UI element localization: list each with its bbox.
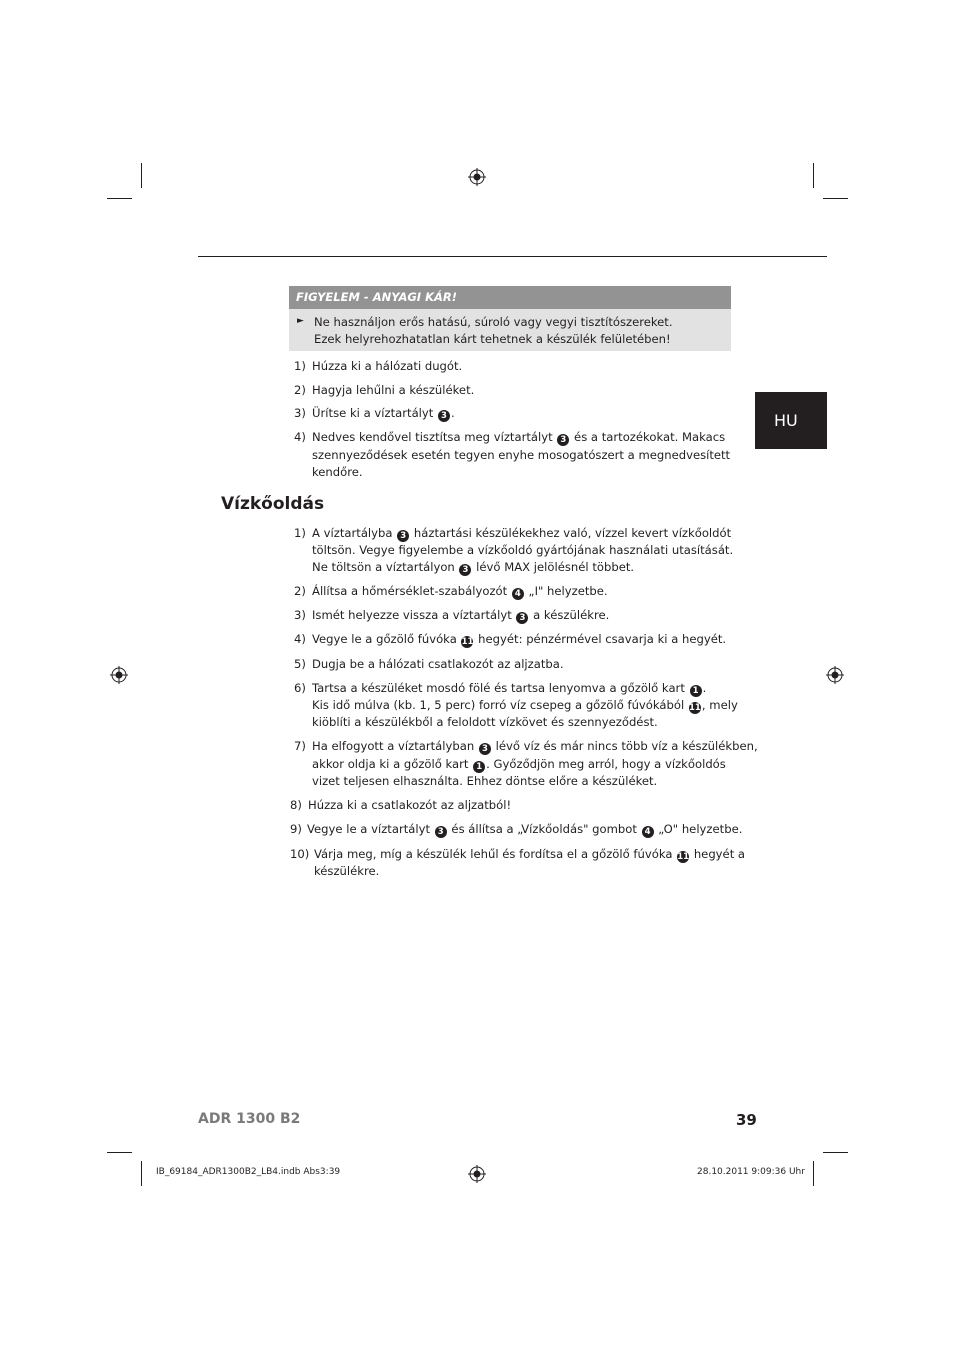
step-number: 2) xyxy=(294,584,306,598)
reference-number-icon: 4 xyxy=(512,588,524,600)
warning-title: FIGYELEM - ANYAGI KÁR! xyxy=(296,290,457,304)
step-number: 1) xyxy=(294,526,306,540)
step-number: 1) xyxy=(294,359,306,373)
registration-mark-icon xyxy=(826,666,844,684)
step-text: szennyeződések esetén tegyen enyhe mosogatószert a megnedvesített xyxy=(312,448,731,462)
step-text: akkor oldja ki a gőzölő kart 1 . Győződjön meg arról, hogy a vízkőoldós xyxy=(312,757,726,772)
reference-number-icon: 3 xyxy=(397,530,409,542)
step-number: 6) xyxy=(294,681,306,695)
reference-number-icon: 3 xyxy=(479,743,491,755)
step-text: Kis idő múlva (kb. 1, 5 perc) forró víz csepeg a gőzölő fúvókából 11, mely xyxy=(312,698,738,713)
crop-mark xyxy=(813,1161,814,1186)
step-text: kendőre. xyxy=(312,465,363,479)
warning-body xyxy=(289,309,731,351)
registration-mark-icon xyxy=(110,666,128,684)
reference-number-icon: 1 xyxy=(473,761,485,773)
crop-mark xyxy=(823,1152,848,1153)
step-text: vizet teljesen elhasználta. Ehhez döntse előre a készüléket. xyxy=(312,774,658,788)
step-text: töltsön. Vegye figyelembe a vízkőoldó gyártójának használati utasítását. xyxy=(312,543,734,557)
step-text: Ürítse ki a víztartályt 3 . xyxy=(312,406,455,421)
print-slug-left: IB_69184_ADR1300B2_LB4.indb Abs3:39 xyxy=(156,1167,341,1177)
step-text: Ne töltsön a víztartályon 3 lévő MAX jelölésnél többet. xyxy=(312,560,635,575)
bullet-arrow-icon: ► xyxy=(297,316,304,326)
section-title: Vízkőoldás xyxy=(221,494,325,514)
step-text: kiöblíti a készülékből a feloldott vízkövet és szennyeződést. xyxy=(312,715,658,729)
step-number: 7) xyxy=(294,739,306,753)
step-number: 8) xyxy=(290,798,302,812)
step-number: 9) xyxy=(290,822,302,836)
crop-mark xyxy=(813,163,814,188)
step-text: A víztartályba 3 háztartási készülékekhez való, vízzel kevert vízkőoldót xyxy=(312,526,732,541)
step-text: Állítsa a hőmérséklet-szabályozót 4 „I" helyzetbe. xyxy=(312,584,608,599)
language-tab xyxy=(755,392,827,449)
reference-number-icon: 3 xyxy=(516,612,528,624)
warning-text-line: Ezek helyrehozhatatlan kárt tehetnek a készülék felületében! xyxy=(314,332,671,346)
step-number: 2) xyxy=(294,383,306,397)
warning-header xyxy=(289,286,731,309)
reference-number-icon: 3 xyxy=(459,564,471,576)
crop-mark xyxy=(823,198,848,199)
step-number: 3) xyxy=(294,608,306,622)
reference-number-icon: 11 xyxy=(677,852,690,862)
crop-mark xyxy=(107,1152,132,1153)
crop-mark xyxy=(141,1161,142,1186)
step-text: Vegye le a gőzölő fúvóka 11 hegyét: pénzérmével csavarja ki a hegyét. xyxy=(312,632,727,647)
reference-number-icon: 3 xyxy=(438,410,450,422)
header-rule xyxy=(198,256,827,257)
crop-mark xyxy=(141,163,142,188)
step-number: 4) xyxy=(294,632,306,646)
registration-mark-icon xyxy=(468,1165,486,1183)
reference-number-icon: 1 xyxy=(690,685,702,697)
step-text: Hagyja lehűlni a készüléket. xyxy=(312,383,475,397)
step-text: Ha elfogyott a víztartályban 3 lévő víz és már nincs több víz a készülékben, xyxy=(312,739,758,754)
step-number: 4) xyxy=(294,430,306,444)
step-text: Ismét helyezze vissza a víztartályt 3 a készülékre. xyxy=(312,608,610,623)
reference-number-icon: 4 xyxy=(642,826,654,838)
step-text: Tartsa a készüléket mosdó fölé és tartsa lenyomva a gőzölő kart 1 . xyxy=(312,681,707,696)
step-text: Húzza ki a csatlakozót az aljzatból! xyxy=(308,798,512,812)
reference-number-icon: 11 xyxy=(461,637,474,647)
step-text: Vegye le a víztartályt 3 és állítsa a „Vízkőoldás" gombot 4 „O" helyzetbe. xyxy=(307,822,743,837)
page-number: 39 xyxy=(736,1111,757,1129)
step-text: Húzza ki a hálózati dugót. xyxy=(312,359,463,373)
step-number: 10) xyxy=(290,847,310,861)
step-text: készülékre. xyxy=(314,864,380,878)
step-text: Várja meg, míg a készülék lehűl és fordítsa el a gőzölő fúvóka 11 hegyét a xyxy=(314,847,746,862)
registration-mark-icon xyxy=(468,168,486,186)
step-number: 5) xyxy=(294,657,306,671)
reference-number-icon: 11 xyxy=(688,703,701,713)
step-number: 3) xyxy=(294,406,306,420)
step-text: Dugja be a hálózati csatlakozót az aljzatba. xyxy=(312,657,564,671)
print-slug-right: 28.10.2011 9:09:36 Uhr xyxy=(697,1167,805,1177)
reference-number-icon: 3 xyxy=(435,826,447,838)
model-name: ADR 1300 B2 xyxy=(198,1111,301,1127)
language-tab-label: HU xyxy=(774,411,798,430)
crop-mark xyxy=(107,198,132,199)
step-text: Nedves kendővel tisztítsa meg víztartályt 3 és a tartozékokat. Makacs xyxy=(312,430,726,445)
reference-number-icon: 3 xyxy=(557,434,569,446)
warning-text-line: Ne használjon erős hatású, súroló vagy vegyi tisztítószereket. xyxy=(314,315,673,329)
